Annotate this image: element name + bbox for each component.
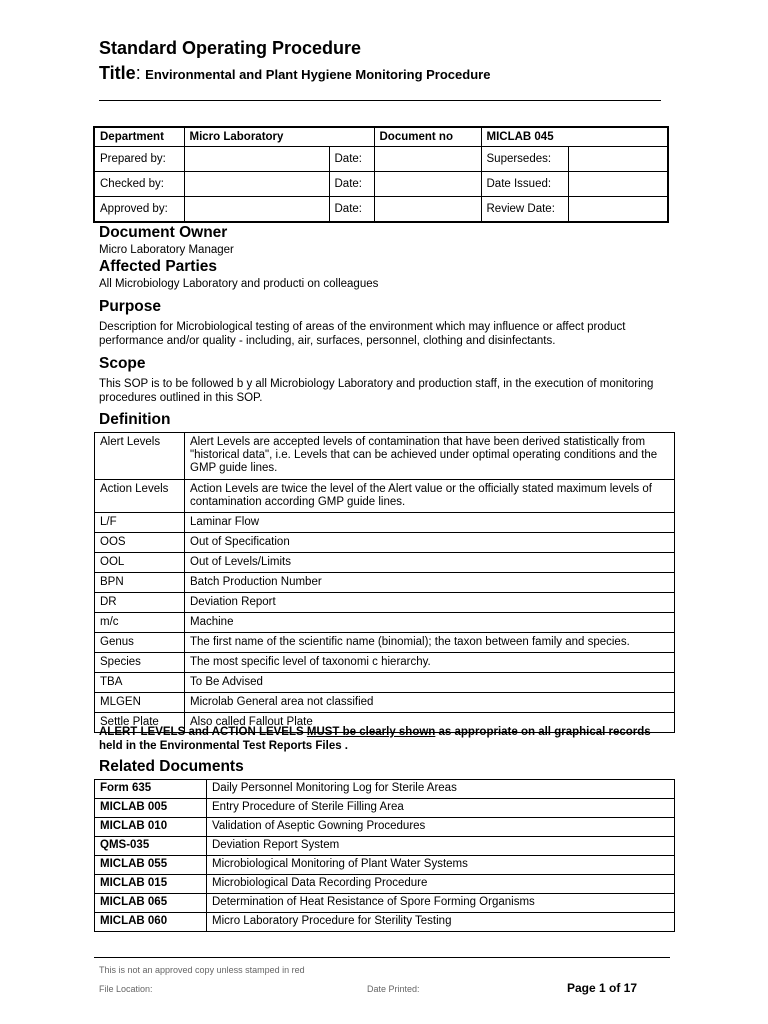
- definition-term: BPN: [95, 573, 185, 593]
- definition-term: Species: [95, 653, 185, 673]
- definition-text: The most specific level of taxonomi c hierarchy.: [185, 653, 675, 673]
- page-number: Page 1 of 17: [567, 981, 638, 995]
- review-date-value: [568, 197, 668, 223]
- scope-heading: Scope: [99, 355, 146, 372]
- checked-by-value: [184, 172, 329, 197]
- purpose-line-2: performance and/or quality - including, air, surfaces, personnel, clothing and disinfectants.: [99, 335, 556, 347]
- title-label: Title: [99, 63, 136, 83]
- related-doc-title: Determination of Heat Resistance of Spore Forming Organisms: [207, 894, 675, 913]
- approved-by-label: Approved by:: [94, 197, 184, 223]
- note-emphasis: MUST be clearly shown: [306, 726, 436, 738]
- definition-term: Action Levels: [95, 480, 185, 513]
- definition-term: MLGEN: [95, 693, 185, 713]
- scope-line-2: procedures outlined in this SOP.: [99, 392, 263, 404]
- related-documents-heading: Related Documents: [99, 758, 244, 775]
- definition-text: To Be Advised: [185, 673, 675, 693]
- note-part-3: as appropriate on all graphical records: [435, 726, 651, 738]
- definition-heading: Definition: [99, 411, 171, 428]
- related-doc-title: Microbiological Data Recording Procedure: [207, 875, 675, 894]
- related-doc-title: Daily Personnel Monitoring Log for Sterile Areas: [207, 780, 675, 799]
- checked-by-label: Checked by:: [94, 172, 184, 197]
- header-rule: [99, 100, 661, 101]
- related-doc-code: MICLAB 065: [95, 894, 207, 913]
- prepared-date-value: [374, 147, 481, 172]
- document-no-label: Document no: [374, 127, 481, 147]
- note-line-2: held in the Environmental Test Reports Files .: [99, 740, 348, 752]
- definition-text: Action Levels are twice the level of the Alert value or the officially stated maximum levels of contamination according GMP guide lines.: [185, 480, 675, 513]
- definition-row: [95, 433, 675, 480]
- related-doc-row: [95, 780, 675, 799]
- definition-text: Deviation Report: [185, 593, 675, 613]
- definition-table: [94, 432, 675, 733]
- definition-text: Batch Production Number: [185, 573, 675, 593]
- info-header-row: [94, 127, 668, 147]
- definition-row: [95, 573, 675, 593]
- related-doc-code: MICLAB 005: [95, 799, 207, 818]
- related-doc-row: [95, 894, 675, 913]
- related-doc-code: MICLAB 055: [95, 856, 207, 875]
- scope-line-1: This SOP is to be followed b y all Microbiology Laboratory and production staff, in the execution of monitoring: [99, 378, 654, 390]
- checked-date-label: Date:: [329, 172, 374, 197]
- definition-row: [95, 513, 675, 533]
- related-doc-code: MICLAB 010: [95, 818, 207, 837]
- approved-date-label: Date:: [329, 197, 374, 223]
- definition-row: [95, 673, 675, 693]
- related-doc-row: [95, 818, 675, 837]
- definition-text: Machine: [185, 613, 675, 633]
- date-issued-value: [568, 172, 668, 197]
- footer-file-location: File Location:: [99, 984, 153, 994]
- info-row-approved: [94, 197, 668, 223]
- related-doc-code: MICLAB 060: [95, 913, 207, 932]
- related-doc-row: [95, 856, 675, 875]
- sop-title: [99, 63, 490, 84]
- related-doc-title: Micro Laboratory Procedure for Sterility Testing: [207, 913, 675, 932]
- definition-term: DR: [95, 593, 185, 613]
- document-owner-text: Micro Laboratory Manager: [99, 244, 234, 256]
- department-value: Micro Laboratory: [184, 127, 374, 147]
- related-doc-code: MICLAB 015: [95, 875, 207, 894]
- sop-heading: Standard Operating Procedure: [99, 38, 362, 58]
- definition-text: The first name of the scientific name (binomial); the taxon between family and species.: [185, 633, 675, 653]
- approved-date-value: [374, 197, 481, 223]
- prepared-by-value: [184, 147, 329, 172]
- definition-term: Settle Plate: [95, 713, 185, 733]
- definition-row: [95, 480, 675, 513]
- definition-text: Out of Levels/Limits: [185, 553, 675, 573]
- supersedes-value: [568, 147, 668, 172]
- definition-term: L/F: [95, 513, 185, 533]
- checked-date-value: [374, 172, 481, 197]
- definition-text: Alert Levels are accepted levels of contamination that have been derived statistically from "historical data", i.e. Levels that can be achieved under optimal operating conditions and the GMP guide lines.: [185, 433, 675, 480]
- definition-term: OOL: [95, 553, 185, 573]
- title-colon: :: [135, 63, 141, 83]
- footer-disclaimer: This is not an approved copy unless stamped in red: [99, 965, 305, 975]
- definition-term: Alert Levels: [95, 433, 185, 480]
- related-doc-title: Validation of Aseptic Gowning Procedures: [207, 818, 675, 837]
- definition-row: [95, 533, 675, 553]
- document-no-value: MICLAB 045: [481, 127, 668, 147]
- supersedes-label: Supersedes:: [481, 147, 568, 172]
- affected-parties-text: All Microbiology Laboratory and producti on colleagues: [99, 278, 379, 290]
- definition-text: Microlab General area not classified: [185, 693, 675, 713]
- definition-text: Laminar Flow: [185, 513, 675, 533]
- definition-row: [95, 693, 675, 713]
- definition-term: m/c: [95, 613, 185, 633]
- purpose-line-1: Description for Microbiological testing of areas of the environment which may influence or affect product: [99, 321, 626, 333]
- purpose-heading: Purpose: [99, 298, 162, 315]
- definition-term: TBA: [95, 673, 185, 693]
- definition-row: [95, 593, 675, 613]
- review-date-label: Review Date:: [481, 197, 568, 223]
- related-doc-title: Microbiological Monitoring of Plant Water Systems: [207, 856, 675, 875]
- definition-term: OOS: [95, 533, 185, 553]
- definition-row: [95, 613, 675, 633]
- footer-rule: [94, 957, 670, 958]
- prepared-date-label: Date:: [329, 147, 374, 172]
- definition-text: Also called Fallout Plate: [185, 713, 675, 733]
- definition-term: Genus: [95, 633, 185, 653]
- alert-action-note: [99, 725, 679, 753]
- department-label: Department: [94, 127, 184, 147]
- related-doc-row: [95, 913, 675, 932]
- footer-date-printed: Date Printed:: [367, 984, 420, 994]
- approved-by-value: [184, 197, 329, 223]
- related-documents-table: [94, 779, 675, 932]
- info-row-checked: [94, 172, 668, 197]
- document-owner-heading: Document Owner: [99, 224, 228, 241]
- related-doc-code: Form 635: [95, 780, 207, 799]
- prepared-by-label: Prepared by:: [94, 147, 184, 172]
- note-part-1: ALERT LEVELS and ACTION LEVELS: [99, 726, 307, 738]
- definition-row: [95, 553, 675, 573]
- date-issued-label: Date Issued:: [481, 172, 568, 197]
- related-doc-row: [95, 799, 675, 818]
- title-text: Environmental and Plant Hygiene Monitoring Procedure: [145, 67, 491, 82]
- definition-row: [95, 633, 675, 653]
- related-doc-row: [95, 875, 675, 894]
- definition-row: [95, 653, 675, 673]
- document-info-table: [93, 126, 669, 223]
- related-doc-code: QMS-035: [95, 837, 207, 856]
- affected-parties-heading: Affected Parties: [99, 258, 218, 275]
- related-doc-title: Entry Procedure of Sterile Filling Area: [207, 799, 675, 818]
- definition-text: Out of Specification: [185, 533, 675, 553]
- related-doc-title: Deviation Report System: [207, 837, 675, 856]
- related-doc-row: [95, 837, 675, 856]
- info-row-prepared: [94, 147, 668, 172]
